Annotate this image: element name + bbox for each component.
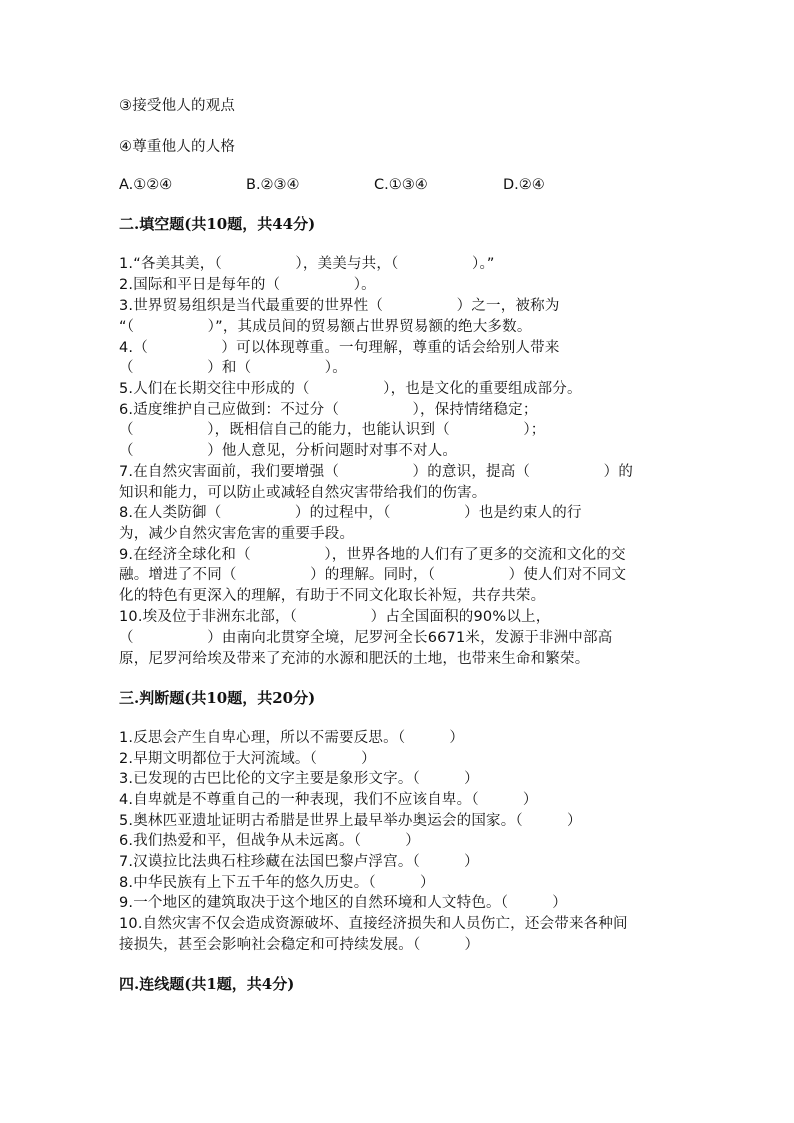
fill-blank-line: （ ）由南向北贯穿全境，尼罗河全长6671米，发源于非洲中部高 — [119, 630, 613, 646]
fill-blank-line: 4.（ ）可以体现尊重。一句理解，尊重的话会给别人带来 — [119, 340, 560, 356]
option-b: B.②③④ — [246, 177, 300, 193]
true-false-line: 6.我们热爱和平，但战争从未远离。（ ） — [119, 833, 420, 849]
true-false-line: 9.一个地区的建筑取决于这个地区的自然环境和人文特色。（ ） — [119, 895, 567, 911]
true-false-line: 1.反思会产生自卑心理，所以不需要反思。（ ） — [119, 730, 465, 746]
section-heading-fill-blank: 二.填空题(共10题，共44分) — [119, 215, 316, 233]
fill-blank-line: （ ）他人意见，分析问题时对事不对人。 — [119, 443, 458, 459]
fill-blank-line: 7.在自然灾害面前，我们要增强（ ）的意识，提高（ ）的 — [119, 464, 634, 480]
fill-blank-line: 为，减少自然灾害危害的重要手段。 — [119, 526, 355, 542]
section-heading-true-false: 三.判断题(共10题，共20分) — [119, 689, 316, 707]
fill-blank-line: 5.人们在长期交往中形成的（ ），也是文化的重要组成部分。 — [119, 381, 582, 397]
true-false-line: 4.自卑就是不尊重自己的一种表现，我们不应该自卑。（ ） — [119, 792, 538, 808]
prev-question-item-3: ③接受他人的观点 — [119, 98, 236, 114]
option-c: C.①③④ — [374, 177, 428, 193]
true-false-line: 7.汉谟拉比法典石柱珍藏在法国巴黎卢浮宫。（ ） — [119, 854, 479, 870]
fill-blank-line: 10.埃及位于非洲东北部，（ ）占全国面积的90%以上， — [119, 609, 551, 625]
fill-blank-line: 1.“各美其美，（ ），美美与共，（ ）。” — [119, 256, 495, 272]
fill-blank-line: 原，尼罗河给埃及带来了充沛的水源和肥沃的土地，也带来生命和繁荣。 — [119, 651, 590, 667]
fill-blank-line: 8.在人类防御（ ）的过程中，（ ）也是约束人的行 — [119, 505, 582, 521]
fill-blank-line: （ ）和（ ）。 — [119, 360, 347, 376]
true-false-line: 8.中华民族有上下五千年的悠久历史。（ ） — [119, 875, 435, 891]
fill-blank-line: 知识和能力，可以防止或减轻自然灾害带给我们的伤害。 — [119, 485, 487, 501]
true-false-line: 2.早期文明都位于大河流域。（ ） — [119, 751, 376, 767]
prev-question-item-4: ④尊重他人的人格 — [119, 139, 236, 155]
option-d: D.②④ — [503, 177, 545, 193]
fill-blank-line: 3.世界贸易组织是当代最重要的世界性（ ）之一，被称为 — [119, 298, 560, 314]
fill-blank-line: 9.在经济全球化和（ ），世界各地的人们有了更多的交流和文化的交 — [119, 547, 626, 563]
fill-blank-line: “（ ）”，其成员间的贸易额占世界贸易额的绝大多数。 — [119, 319, 532, 335]
fill-blank-line: 融。增进了不同（ ）的理解。同时，（ ）使人们对不同文 — [119, 567, 627, 583]
true-false-line: 接损失，甚至会影响社会稳定和可持续发展。（ ） — [119, 937, 480, 953]
true-false-line: 10.自然灾害不仅会造成资源破坏、直接经济损失和人员伤亡，还会带来各种间 — [119, 916, 628, 932]
section-heading-matching: 四.连线题(共1题，共4分) — [119, 975, 295, 993]
true-false-line: 3.已发现的古巴比伦的文字主要是象形文字。（ ） — [119, 771, 479, 787]
option-a: A.①②④ — [119, 177, 173, 193]
fill-blank-line: 2.国际和平日是每年的（ ）。 — [119, 277, 376, 293]
fill-blank-line: 6.适度维护自己应做到：不过分（ ），保持情绪稳定； — [119, 402, 538, 418]
fill-blank-line: （ ），既相信自己的能力，也能认识到（ ）； — [119, 422, 546, 438]
true-false-line: 5.奥林匹亚遗址证明古希腊是世界上最早举办奥运会的国家。（ ） — [119, 813, 582, 829]
fill-blank-line: 化的特色有更深入的理解，有助于不同文化取长补短，共存共荣。 — [119, 588, 546, 604]
